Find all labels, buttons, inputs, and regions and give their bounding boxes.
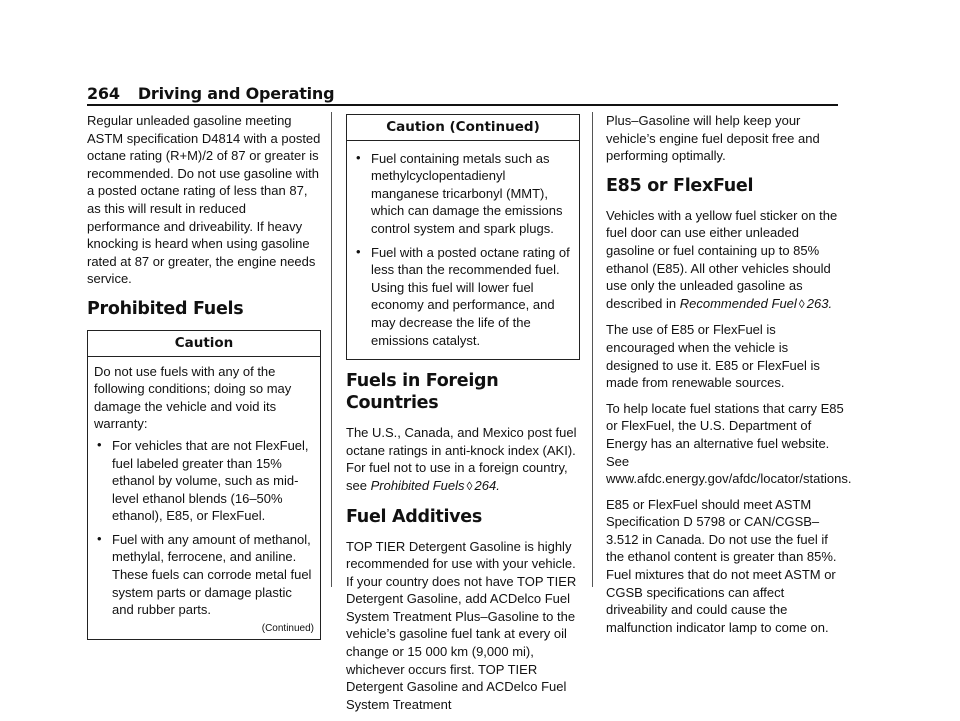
fuel-additives-heading: Fuel Additives [346,506,482,527]
prohibited-fuels-link[interactable]: Prohibited Fuels ◊ 264. [370,477,500,493]
octane-paragraph: Regular unleaded gasoline meeting ASTM specification D4814 with a posted octane rating (R+M)/2 of 87 or greater is recommended. Do not use gasoline with a posted octane rating of less than 87, as this will result in reduced performance and driveability. If heavy knocking is heard when using gasoline rated at 87 or greater, the engine needs service. [87,113,321,287]
bullet-icon: • [97,530,102,546]
foreign-countries-paragraph: The U.S., Canada, and Mexico post fuel octane ratings in anti-knock index (AKI). For fuel not to use in a foreign country, see Prohibited Fuels ◊ 264. [346,425,577,493]
continuation-paragraph: Plus–Gasoline will help keep your vehicle’s engine fuel deposit free and performing optimally. [606,113,820,164]
caution-intro: Do not use fuels with any of the following conditions; doing so may damage the vehicle and void its warranty: [94,363,292,432]
caution-title: Caution [88,331,320,357]
bullet-icon: • [97,436,102,452]
section-title: Driving and Operating [137,84,335,103]
caution-item: • Fuel with any amount of methanol, methylal, ferrocene, and aniline. These fuels can corrode metal fuel system parts or damage plastic and rubber parts. [97,530,312,618]
bullet-icon: • [356,243,361,259]
column-3 [606,112,852,644]
caution-item: • Fuel containing metals such as methylcyclopentadienyl manganese tricarbonyl (MMT), which can damage the emissions control system and spark plugs. [356,149,563,236]
caution-item: • Fuel with a posted octane rating of less than the recommended fuel. Using this fuel will lower fuel economy and performance, and may decrease the life of the emissions catalyst. [356,243,570,348]
caution-box [87,330,321,640]
e85-paragraph-1: Vehicles with a yellow fuel sticker on the fuel door can use either unleaded gasoline or fuel containing up to 85% ethanol (E85). All other vehicles should use only the unleaded gasoline as described in Recommended Fuel ◊ 263. [606,207,838,311]
recommended-fuel-link[interactable]: Recommended Fuel ◊ 263. [679,295,833,311]
continued-label: (Continued) [261,622,314,634]
foreign-countries-heading: Fuels in Foreign Countries [346,371,499,414]
e85-paragraph-3: To help locate fuel stations that carry E85 or FlexFuel, the U.S. Department of Energy has an alternative fuel website. See www.afdc.energy.gov/afdc/locator/stations. [606,400,852,487]
bullet-icon: • [356,149,361,165]
prohibited-fuels-heading: Prohibited Fuels [87,298,244,319]
e85-paragraph-4: E85 or FlexFuel should meet ASTM Specification D 5798 or CAN/CGSB–3.512 in Canada. Do not use the fuel if the ethanol content is greater than 85%. Fuel mixtures that do not meet ASTM or CGSB specifications can affect driveability and could cause the malfunction indicator lamp to come on. [606,496,837,635]
caution-list [353,150,573,350]
page-reference-icon: ◊ [798,296,805,311]
caution-item: • For vehicles that are not FlexFuel, fuel labeled greater than 15% ethanol by volume, such as mid-level ethanol blends (16–50% ethanol), E85, or FlexFuel. [97,436,309,524]
page-reference-icon: ◊ [466,478,473,493]
e85-paragraph-2: The use of E85 or FlexFuel is encouraged when the vehicle is designed to use it. E85 or FlexFuel is made from renewable sources. [606,322,820,391]
caution-list [94,437,314,619]
caution-continued-title: Caution (Continued) [347,115,579,141]
column-divider [331,112,332,587]
column-divider [592,112,593,587]
e85-heading: E85 or FlexFuel [606,175,754,196]
page-number: 264 [87,84,120,103]
caution-continued-box [346,114,580,360]
column-1 [87,112,321,640]
page-header [87,84,334,103]
header-rule [87,104,838,106]
column-2 [346,112,580,721]
fuel-additives-paragraph: TOP TIER Detergent Gasoline is highly recommended for use with your vehicle. If your country does not have TOP TIER Detergent Gasoline, add ACDelco Fuel System Treatment Plus–Gasoline to the vehicle’s gasoline fuel tank at every oil change or 15 000 km (9,000 mi), whichever occurs first. TOP TIER Detergent Gasoline and ACDelco Fuel System Treatment [346,538,577,712]
